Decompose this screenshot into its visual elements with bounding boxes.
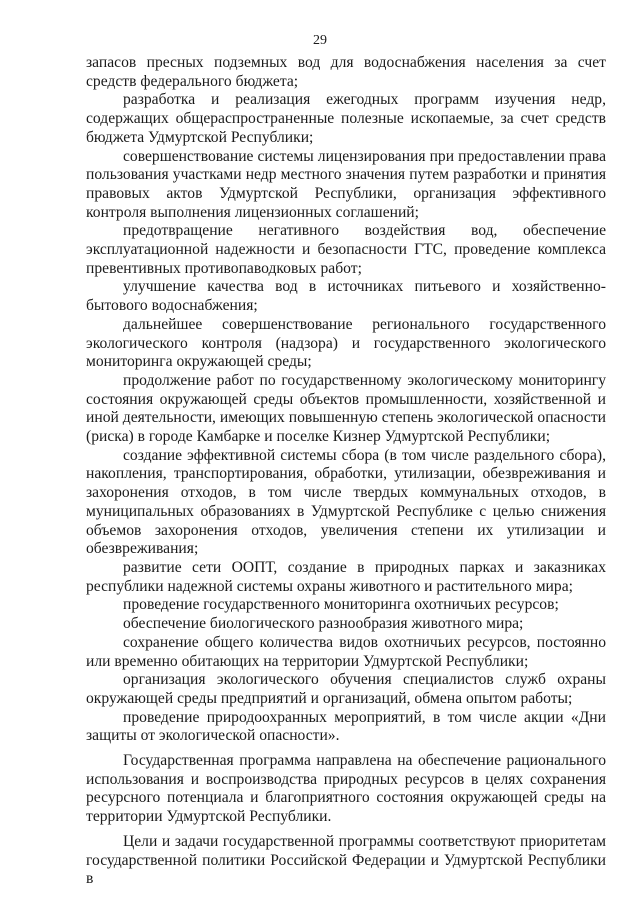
paragraph: предотвращение негативного воздействия вод, обеспечение эксплуатационной надежности и безопасности ГТС, проведение комплекса превентивных противопаводковых работ; <box>86 222 606 277</box>
paragraph: запасов пресных подземных вод для водоснабжения населения за счет средств федерального бюджета; <box>86 54 606 90</box>
paragraph: обеспечение биологического разнообразия животного мира; <box>123 615 524 633</box>
paragraph: сохранение общего количества видов охотничьих ресурсов, постоянно или временно обитающих на территории Удмуртской Республики; <box>86 633 606 670</box>
paragraph: развитие сети ООПТ, создание в природных парках и заказниках республики надежной системы охраны животного и растительного мира; <box>86 558 606 595</box>
paragraph: Государственная программа направлена на обеспечение рационального использования и воспроизводства природных ресурсов в целях сохранения ресурсного потенциала и благоприятного состояния окружающей среды на территории Удмуртской Республики. <box>86 752 606 826</box>
paragraph: Цели и задачи государственной программы соответствуют приоритетам государственной политики Российской Федерации и Удмуртской Республики в <box>86 832 606 888</box>
paragraph: проведение природоохранных мероприятий, в том числе акции «Дни защиты от экологической опасности». <box>86 708 606 745</box>
paragraph: продолжение работ по государственному экологическому мониторингу состояния окружающей среды объектов промышленности, хозяйственной и иной деятельности, имеющих повышенную степень экологической опасности (риска) в городе Камбарке и поселке Кизнер Удмуртской Республики; <box>86 371 606 446</box>
paragraph: улучшение качества вод в источниках питьевого и хозяйственно-бытового водоснабжения; <box>86 278 606 315</box>
document-body <box>86 54 606 889</box>
paragraph: дальнейшее совершенствование регионального государственного экологического контроля (надзора) и государственного экологического мониторинга окружающей среды; <box>86 315 606 371</box>
paragraph: создание эффективной системы сбора (в том числе раздельного сбора), накопления, транспортирования, обработки, утилизации, обезвреживания и захоронения отходов, в том числе твердых коммунальных отходов, в муниципальных образованиях в Удмуртской Республике с целью снижения объемов захоронения отходов, увеличения степени их утилизации и обезвреживания; <box>86 446 606 558</box>
paragraph: совершенствование системы лицензирования при предоставлении права пользования участками недр местного значения путем разработки и принятия правовых актов Удмуртской Республики, организация эффективного контроля выполнения лицензионных соглашений; <box>86 147 606 221</box>
page-number: 29 <box>313 33 327 48</box>
paragraph: проведение государственного мониторинга охотничьих ресурсов; <box>123 596 559 614</box>
paragraph: разработка и реализация ежегодных программ изучения недр, содержащих общераспространенные полезные ископаемые, за счет средств бюджета Удмуртской Республики; <box>86 91 606 146</box>
paragraph: организация экологического обучения специалистов служб охраны окружающей среды предприятий и организаций, обмена опытом работы; <box>86 671 606 707</box>
